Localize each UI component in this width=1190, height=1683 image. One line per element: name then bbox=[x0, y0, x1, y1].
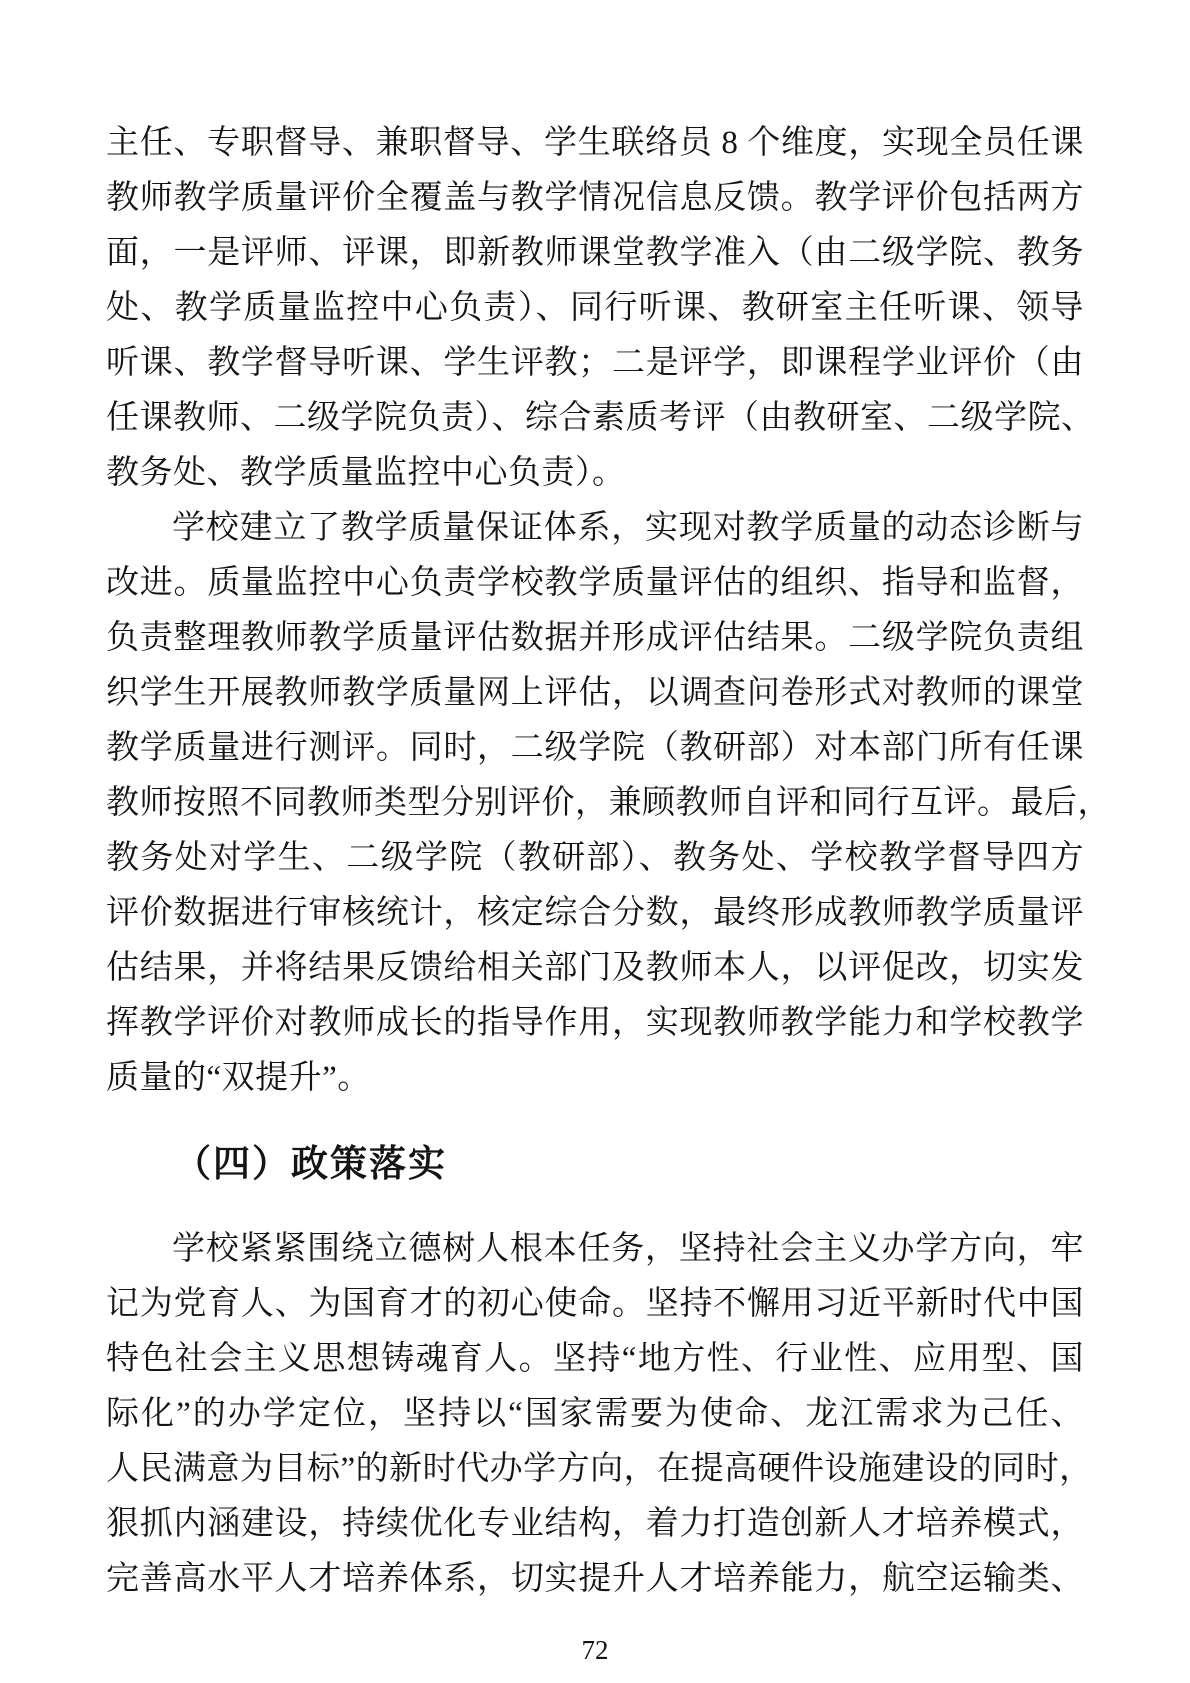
text-line: 狠抓内涵建设，持续优化专业结构，着力打造创新人才培养模式， bbox=[106, 1506, 1084, 1543]
text-line: 负责整理教师教学质量评估数据并形成评估结果。二级学院负责组 bbox=[106, 620, 1084, 656]
text-line: 教师按照不同教师类型分别评价，兼顾教师自评和同行互评。最后， bbox=[106, 785, 1111, 821]
text-line: 完善高水平人才培养体系，切实提升人才培养能力，航空运输类、 bbox=[106, 1561, 1084, 1598]
text-line: 教师教学质量评价全覆盖与教学情况信息反馈。教学评价包括两方 bbox=[106, 180, 1084, 216]
section-heading: （四）政策落实 bbox=[174, 1143, 447, 1185]
text-line: 教学质量进行测评。同时，二级学院（教研部）对本部门所有任课 bbox=[106, 730, 1084, 766]
paragraph-2 bbox=[106, 501, 1111, 1106]
text-line: 学校紧紧围绕立德树人根本任务，坚持社会主义办学方向，牢 bbox=[172, 1231, 1084, 1268]
text-line: 学校建立了教学质量保证体系，实现对教学质量的动态诊断与 bbox=[172, 510, 1084, 546]
text-line: 质量的“双提升”。 bbox=[106, 1060, 371, 1096]
text-line: 改进。质量监控中心负责学校教学质量评估的组织、指导和监督， bbox=[106, 565, 1084, 601]
text-line: 记为党育人、为国育才的初心使命。坚持不懈用习近平新时代中国 bbox=[106, 1286, 1084, 1323]
text-line: 处、教学质量监控中心负责）、同行听课、教研室主任听课、领导 bbox=[106, 290, 1084, 326]
page-number: 72 bbox=[581, 1635, 609, 1666]
paragraph-1 bbox=[106, 116, 1095, 501]
text-line: 估结果，并将结果反馈给相关部门及教师本人，以评促改，切实发 bbox=[106, 950, 1084, 986]
text-line: 特色社会主义思想铸魂育人。坚持“地方性、行业性、应用型、国 bbox=[106, 1341, 1084, 1378]
text-line: 织学生开展教师教学质量网上评估，以调查问卷形式对教师的课堂 bbox=[106, 675, 1084, 711]
text-line: 任课教师、二级学院负责）、综合素质考评（由教研室、二级学院、 bbox=[106, 400, 1095, 436]
text-line: 听课、教学督导听课、学生评教；二是评学，即课程学业评价（由 bbox=[106, 345, 1084, 381]
paragraph-3 bbox=[106, 1222, 1093, 1607]
text-line: 教务处、教学质量监控中心负责）。 bbox=[106, 455, 626, 491]
text-line: 人民满意为目标”的新时代办学方向，在提高硬件设施建设的同时， bbox=[106, 1451, 1093, 1488]
text-line: 主任、专职督导、兼职督导、学生联络员 8 个维度，实现全员任课 bbox=[106, 125, 1084, 161]
text-line: 面，一是评师、评课，即新教师课堂教学准入（由二级学院、教务 bbox=[106, 235, 1084, 271]
text-line: 评价数据进行审核统计，核定综合分数，最终形成教师教学质量评 bbox=[106, 895, 1084, 931]
text-line: 际化”的办学定位，坚持以“国家需要为使命、龙江需求为己任、 bbox=[106, 1396, 1084, 1433]
text-line: 挥教学评价对教师成长的指导作用，实现教师教学能力和学校教学 bbox=[106, 1005, 1084, 1041]
text-line: 教务处对学生、二级学院（教研部）、教务处、学校教学督导四方 bbox=[106, 840, 1084, 876]
